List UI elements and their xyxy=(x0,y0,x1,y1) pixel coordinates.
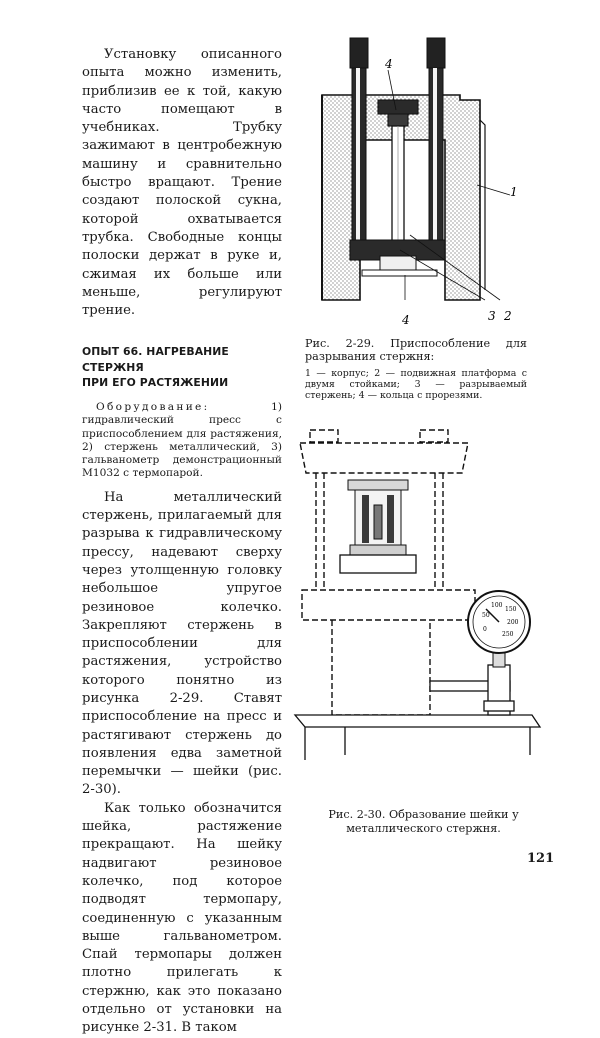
experiment-paragraph-1: На металлический стержень, прилагаемый для разрыва к гидравлическому прессу, надевают сверху через утолщенную головку небольшое упругое резиновое колечко. Закрепляют стержень в приспособлении для растяжения, устройство которого понятно из рисунка 2-29. Ставят приспособление на пресс и растягивают стержень до появления едва заметной перемычки — шейки (рис. 2-30). xyxy=(82,489,282,798)
experiment-heading-line1: ОПЫТ 66. НАГРЕВАНИЕ СТЕРЖНЯ xyxy=(82,345,229,374)
gauge-tick-1: 100 xyxy=(491,602,503,609)
gauge-tick-4: 0 xyxy=(483,626,487,633)
tension-device xyxy=(340,480,416,573)
figure-2-29-caption-block xyxy=(305,337,527,401)
page-number: 121 xyxy=(527,851,555,866)
experiment-heading-line2: ПРИ ЕГО РАСТЯЖЕНИИ xyxy=(82,376,229,390)
figure-2-29-caption: Рис. 2-29. Приспособление для разрывания стержня: xyxy=(305,337,527,363)
label-3: 3 xyxy=(488,309,496,323)
label-2: 2 xyxy=(504,309,512,323)
gauge-tick-3: 150 xyxy=(505,606,517,613)
label-4-bottom: 4 xyxy=(402,313,410,327)
figure-2-29-legend: 1 — корпус; 2 — подвижная платформа с двумя стойками; 3 — разрываемый стержень; 4 — кольца с прорезями. xyxy=(305,368,527,401)
text-column-left xyxy=(82,46,282,1038)
gauge-tick-6: 250 xyxy=(502,631,514,638)
experiment-paragraph-2: Как только обозначится шейка, растяжение прекращают. На шейку надвигают резиновое колечко, под которое подводят термопару, соединенную с указанным выше гальванометром. Спай термопары должен плотно прилегать к стержню, как это показано отдельно от установки на рисунке 2-31. В таком xyxy=(82,800,282,1036)
equipment-text: 1) гидравлический пресс с приспособлением для растяжения, 2) стержень металлический, 3) гальванометр демонстрационный М1032 с термопарой. xyxy=(82,400,282,480)
experiment-heading xyxy=(82,344,282,391)
gauge-tick-2: 50 xyxy=(482,612,490,619)
gauge-tick-5: 200 xyxy=(507,619,519,626)
figure-2-30-drawing xyxy=(290,415,550,800)
pressure-gauge xyxy=(468,591,530,667)
equipment-label: Оборудование: xyxy=(96,400,210,413)
figure-2-29-drawing xyxy=(300,30,550,340)
intro-paragraph: Установку описанного опыта можно изменить, приблизив ее к той, какую часто помещают в учебниках. Трубку зажимают в центробежную машину и сравнительно быстро вращают. Трение создают полоской сукна, которой охватывается трубка. Свободные концы полоски держат в руке и, сжимая их больше или меньше, регулируют трение. xyxy=(82,47,282,319)
pipe xyxy=(430,665,514,715)
label-1: 1 xyxy=(510,185,518,199)
base-table xyxy=(295,715,540,760)
equipment-list xyxy=(82,401,282,481)
label-4-top: 4 xyxy=(385,57,393,71)
figure-2-30-caption: Рис. 2-30. Образование шейки у металлического стержня. xyxy=(328,808,519,835)
